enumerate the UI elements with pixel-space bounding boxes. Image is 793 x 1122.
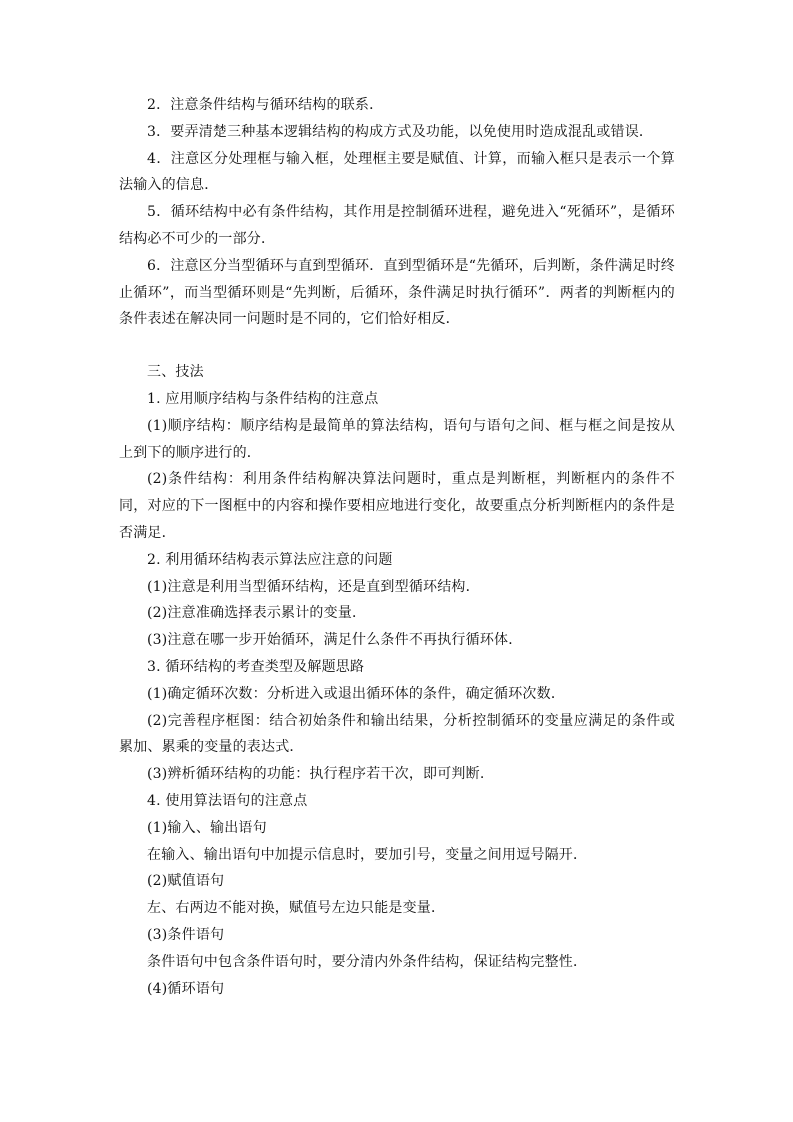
paragraph-2-3: (3)注意在哪一步开始循环，满足什么条件不再执行循环体．	[147, 632, 523, 649]
paragraph-3-1: (1)确定循环次数：分析进入或退出循环体的条件，确定循环次数．	[147, 685, 566, 702]
paragraph-note-2: 2．注意条件结构与循环结构的联系．	[147, 97, 384, 113]
paragraph-3-2: (2)完善程序框图：结合初始条件和输出结果，分析控制循环的变量应满足的条件或累加、累乘的变量的表达式．	[119, 712, 675, 756]
paragraph-note-6: 6．注意区分当型循环与直到型循环．直到型循环是“先循环，后判断，条件满足时终止循环”，而当型循环则是“先判断，后循环，条件满足时执行循环”．两者的判断框内的条件表述在解决同一问题时是不同的，它们恰好相反．	[119, 257, 675, 328]
paragraph-4-1-body: 在输入、输出语句中加提示信息时，要加引号，变量之间用逗号隔开．	[147, 846, 588, 863]
paragraph-note-4: 4．注意区分处理框与输入框，处理框主要是赋值、计算，而输入框只是表示一个算法输入的信息．	[119, 150, 675, 194]
paragraph-4-3-title: (3)条件语句	[147, 926, 225, 943]
subheading-4: 4. 使用算法语句的注意点	[147, 792, 308, 809]
paragraph-3-3: (3)辨析循环结构的功能：执行程序若干次，即可判断.	[147, 766, 485, 783]
paragraph-note-5: 5．循环结构中必有条件结构，其作用是控制循环进程，避免进入“死循环”，是循环结构必不可少的一部分．	[119, 204, 675, 247]
paragraph-2-1: (1)注意是利用当型循环结构，还是直到型循环结构．	[147, 578, 480, 595]
paragraph-4-1-title: (1)输入、输出语句	[147, 819, 267, 836]
section-spacer	[119, 333, 675, 359]
paragraph-2-2: (2)注意准确选择表示累计的变量．	[147, 605, 367, 622]
paragraph-note-3: 3．要弄清楚三种基本逻辑结构的构成方式及功能，以免使用时造成混乱或错误．	[147, 123, 654, 140]
paragraph-1-1: (1)顺序结构：顺序结构是最简单的算法结构，语句与语句之间、框与框之间是按从上到下的顺序进行的．	[119, 417, 675, 461]
subheading-1: 1. 应用顺序结构与条件结构的注意点	[147, 390, 379, 407]
subheading-2: 2. 利用循环结构表示算法应注意的问题	[147, 551, 393, 568]
subheading-3: 3. 循环结构的考查类型及解题思路	[147, 658, 365, 675]
paragraph-4-2-body: 左、右两边不能对换，赋值号左边只能是变量．	[147, 900, 446, 917]
document-body	[119, 92, 675, 1002]
paragraph-1-2: (2)条件结构：利用条件结构解决算法问题时，重点是判断框，判断框内的条件不同，对应的下一图框中的内容和操作要相应地进行变化，故要重点分析判断框内的条件是否满足．	[119, 471, 675, 541]
paragraph-4-4-title: (4)循环语句	[147, 980, 225, 997]
paragraph-4-2-title: (2)赋值语句	[147, 873, 225, 890]
section-heading-techniques: 三、技法	[147, 364, 204, 381]
paragraph-4-3-body: 条件语句中包含条件语句时，要分清内外条件结构，保证结构完整性．	[147, 953, 588, 970]
